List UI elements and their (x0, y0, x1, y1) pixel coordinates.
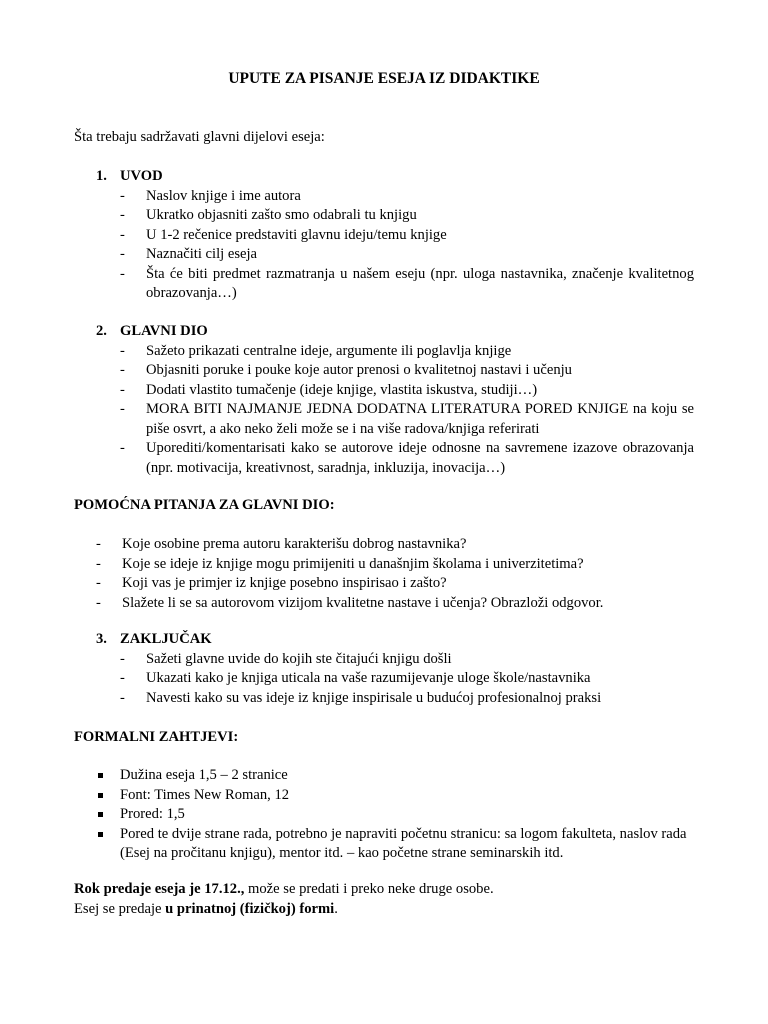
intro-text: Šta trebaju sadržavati glavni dijelovi eseja: (74, 129, 325, 145)
list-item: - Šta će biti predmet razmatranja u našem eseju (npr. uloga nastavnika, značenje kvalitetnog obrazovanja…) (120, 265, 694, 301)
helper-heading: POMOĆNA PITANJA ZA GLAVNI DIO: (74, 497, 335, 513)
deadline-line (74, 880, 694, 900)
list-item: - Koje se ideje iz knjige mogu primijeniti u današnjim školama i univerzitetima? (96, 555, 584, 572)
list-item: Font: Times New Roman, 12 (96, 786, 694, 806)
list-item: - U 1-2 rečenice predstaviti glavnu ideju/temu knjige (120, 226, 447, 243)
section-heading (96, 630, 694, 650)
formal-heading: FORMALNI ZAHTJEVI: (74, 729, 239, 745)
bullet-square-icon (98, 793, 103, 798)
helper-list (74, 535, 694, 613)
list-item: - Ukazati kako je knjiga uticala na vaše razumijevanje uloge škole/nastavnika (120, 670, 591, 686)
list-item: - Slažete li se sa autorovom vizijom kvalitetne nastave i učenja? Obrazloži odgovor. (96, 594, 604, 611)
section-glavni-dio (74, 322, 694, 478)
section-number: 2. (96, 323, 107, 339)
list-item: - Dodati vlastito tumačenje (ideje knjige, vlastita iskustva, studiji…) (120, 381, 538, 398)
bullet-square-icon (98, 773, 103, 778)
document-title: UPUTE ZA PISANJE ESEJA IZ DIDAKTIKE (228, 70, 540, 87)
deadline-bold: Rok predaje eseja je 17.12., (74, 881, 245, 897)
list-item: Pored te dvije strane rada, potrebno je napraviti početnu stranicu: sa logom fakulteta, naslov rada (Esej na pročitanu knjigu), mentor itd. – kao početne strane seminarskih itd. (96, 825, 694, 864)
section-uvod (74, 167, 694, 304)
list-item: - Sažeti glavne uvide do kojih ste čitajući knjigu došli (120, 650, 452, 667)
form-prefix: Esej se predaje (74, 900, 166, 917)
form-bold: u prinatnoj (fizičkoj) formi (165, 900, 335, 917)
list-item: - Koji vas je primjer iz knjige posebno inspirisao i zašto? (96, 575, 447, 591)
section-title: GLAVNI DIO (120, 323, 208, 339)
list-item: Dužina eseja 1,5 – 2 stranice (96, 766, 694, 786)
section-number: 3. (96, 631, 107, 647)
list-item: - Koje osobine prema autoru karakterišu dobrog nastavnika? (96, 536, 467, 552)
formal-requirements (74, 766, 694, 864)
section-list (74, 342, 694, 479)
formal-list (74, 766, 694, 864)
list-item: - Sažeto prikazati centralne ideje, argumente ili poglavlja knjige (120, 342, 512, 359)
section-number: 1. (96, 168, 107, 184)
section-heading (96, 322, 694, 342)
list-item: - Naznačiti cilj eseja (120, 246, 258, 262)
bullet-square-icon (98, 812, 103, 817)
deadline-rest: može se predati i preko neke druge osobe. (244, 881, 494, 897)
form-line (74, 900, 694, 920)
form-suffix: . (334, 900, 338, 917)
list-item: - Uporediti/komentarisati kako se autorove ideje odnosne na savremene izazove obrazovanja (npr. motivacija, kreativnost, saradnja, inkluzija, inovacija…) (120, 440, 694, 476)
section-list (74, 650, 694, 709)
list-item: - Naslov knjige i ime autora (120, 187, 301, 204)
list-item: - Ukratko objasniti zašto smo odabrali tu knjigu (120, 207, 417, 223)
list-item: Prored: 1,5 (96, 805, 694, 825)
bullet-square-icon (98, 832, 103, 837)
section-list (74, 187, 694, 304)
section-heading (96, 167, 694, 187)
section-title: ZAKLJUČAK (120, 631, 212, 647)
list-item: - Navesti kako su vas ideje iz knjige inspirisale u budućoj profesionalnoj praksi (120, 689, 602, 706)
section-zakljucak (74, 630, 694, 708)
section-title: UVOD (120, 168, 163, 184)
list-item: - Objasniti poruke i pouke koje autor prenosi o kvalitetnoj nastavi i učenju (120, 362, 572, 378)
helper-questions (74, 535, 694, 613)
list-item: - MORA BITI NAJMANJE JEDNA DODATNA LITERATURA PORED KNJIGE na koju se piše osvrt, a ako neko želi može se i na više radova/knjiga referirati (120, 401, 694, 437)
footer-notes (74, 880, 694, 919)
